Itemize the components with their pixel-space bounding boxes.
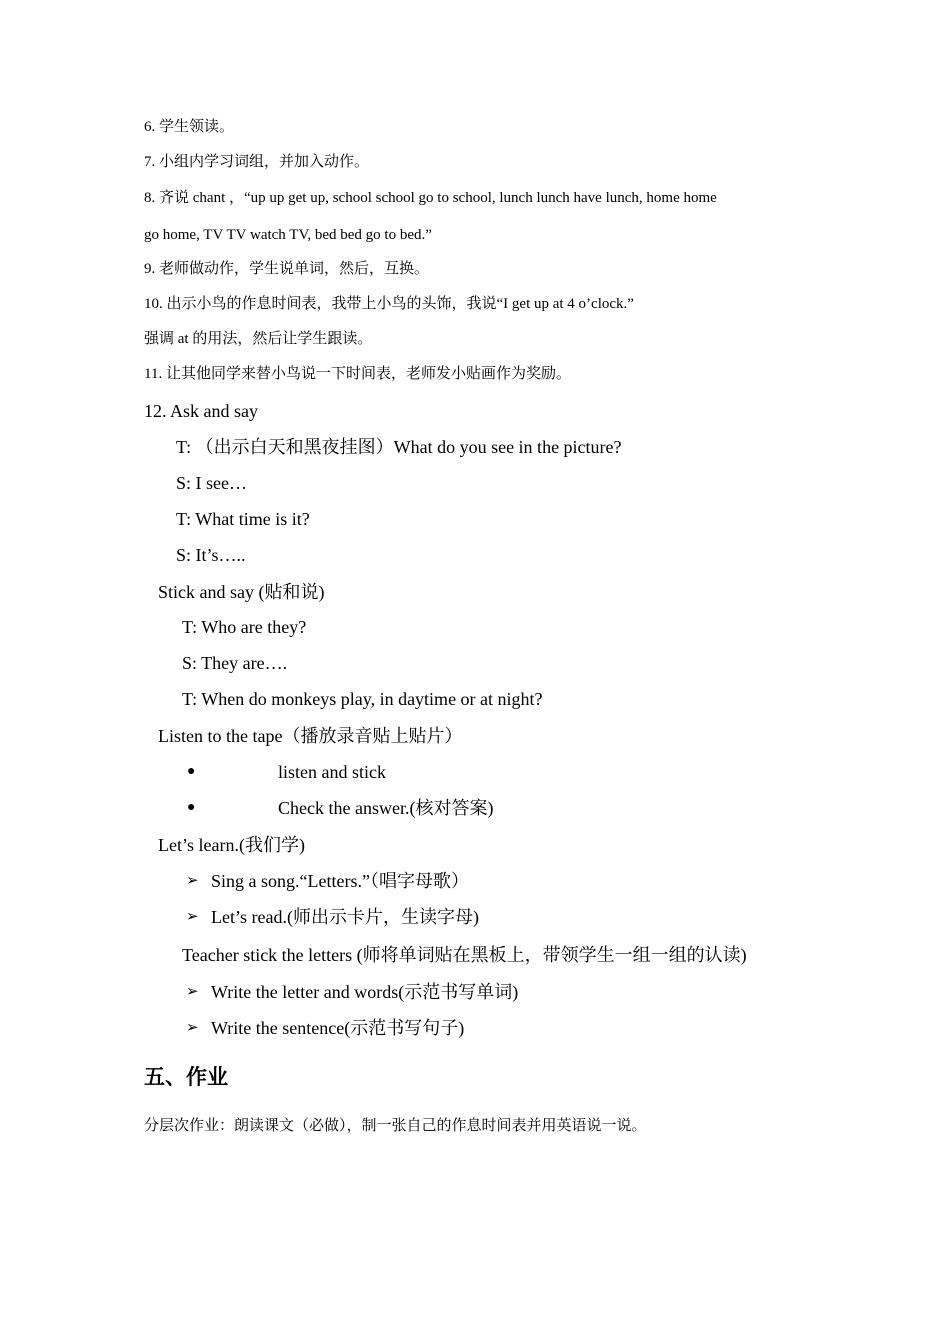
step-11: 11. 让其他同学来替小鸟说一下时间表，老师发小贴画作为奖励。: [144, 366, 571, 382]
section-heading: 五、作业: [144, 1065, 228, 1089]
listen-title: Listen to the tape（播放录音贴上贴片）: [158, 726, 463, 746]
step-10-note: 强调 at 的用法，然后让学生跟读。: [144, 331, 373, 347]
step-8: 8. 齐说 chant ，“up up get up, school school go to school, lunch lunch have lunch, home home: [144, 190, 717, 206]
arrow-bullet-icon: ➢: [186, 984, 199, 1000]
arrow-bullet-icon: ➢: [186, 873, 199, 889]
list-item: Write the letter and words(示范书写单词): [211, 982, 519, 1002]
list-item: Let’s read.(师出示卡片，生读字母): [211, 907, 479, 927]
bullet-icon: ●: [187, 800, 196, 815]
dialog-line: S: I see…: [176, 473, 247, 493]
list-item: Check the answer.(核对答案): [278, 798, 494, 818]
arrow-bullet-icon: ➢: [186, 909, 199, 925]
list-item: Write the sentence(示范书写句子): [211, 1018, 465, 1038]
lets-learn-title: Let’s learn.(我们学): [158, 835, 305, 855]
list-item: listen and stick: [278, 762, 386, 782]
dialog-line: T: Who are they?: [182, 617, 307, 637]
step-10: 10. 出示小鸟的作息时间表，我带上小鸟的头饰，我说“I get up at 4 o’clock.”: [144, 296, 634, 312]
stick-and-say-title: Stick and say (贴和说): [158, 582, 325, 602]
dialog-line: T: When do monkeys play, in daytime or at night?: [182, 689, 543, 709]
list-item: Sing a song.“Letters.”（唱字母歌）: [211, 871, 469, 891]
step-7: 7. 小组内学习词组，并加入动作。: [144, 154, 370, 170]
dialog-line: S: It’s…..: [176, 545, 246, 565]
bullet-icon: ●: [187, 764, 196, 779]
dialog-line: T: （出示白天和黑夜挂图）What do you see in the picture?: [176, 437, 622, 457]
step-8-continued: go home, TV TV watch TV, bed bed go to bed.”: [144, 227, 432, 243]
step-6: 6. 学生领读。: [144, 119, 235, 135]
homework-text: 分层次作业：朗读课文（必做），制一张自己的作息时间表并用英语说一说。: [144, 1118, 647, 1134]
arrow-bullet-icon: ➢: [186, 1020, 199, 1036]
step-9: 9. 老师做动作，学生说单词，然后，互换。: [144, 261, 430, 277]
teacher-line: Teacher stick the letters (师将单词贴在黑板上，带领学生一组一组的认读): [182, 945, 747, 965]
dialog-line: T: What time is it?: [176, 509, 310, 529]
dialog-line: S: They are….: [182, 653, 288, 673]
ask-and-say-title: 12. Ask and say: [144, 401, 258, 421]
